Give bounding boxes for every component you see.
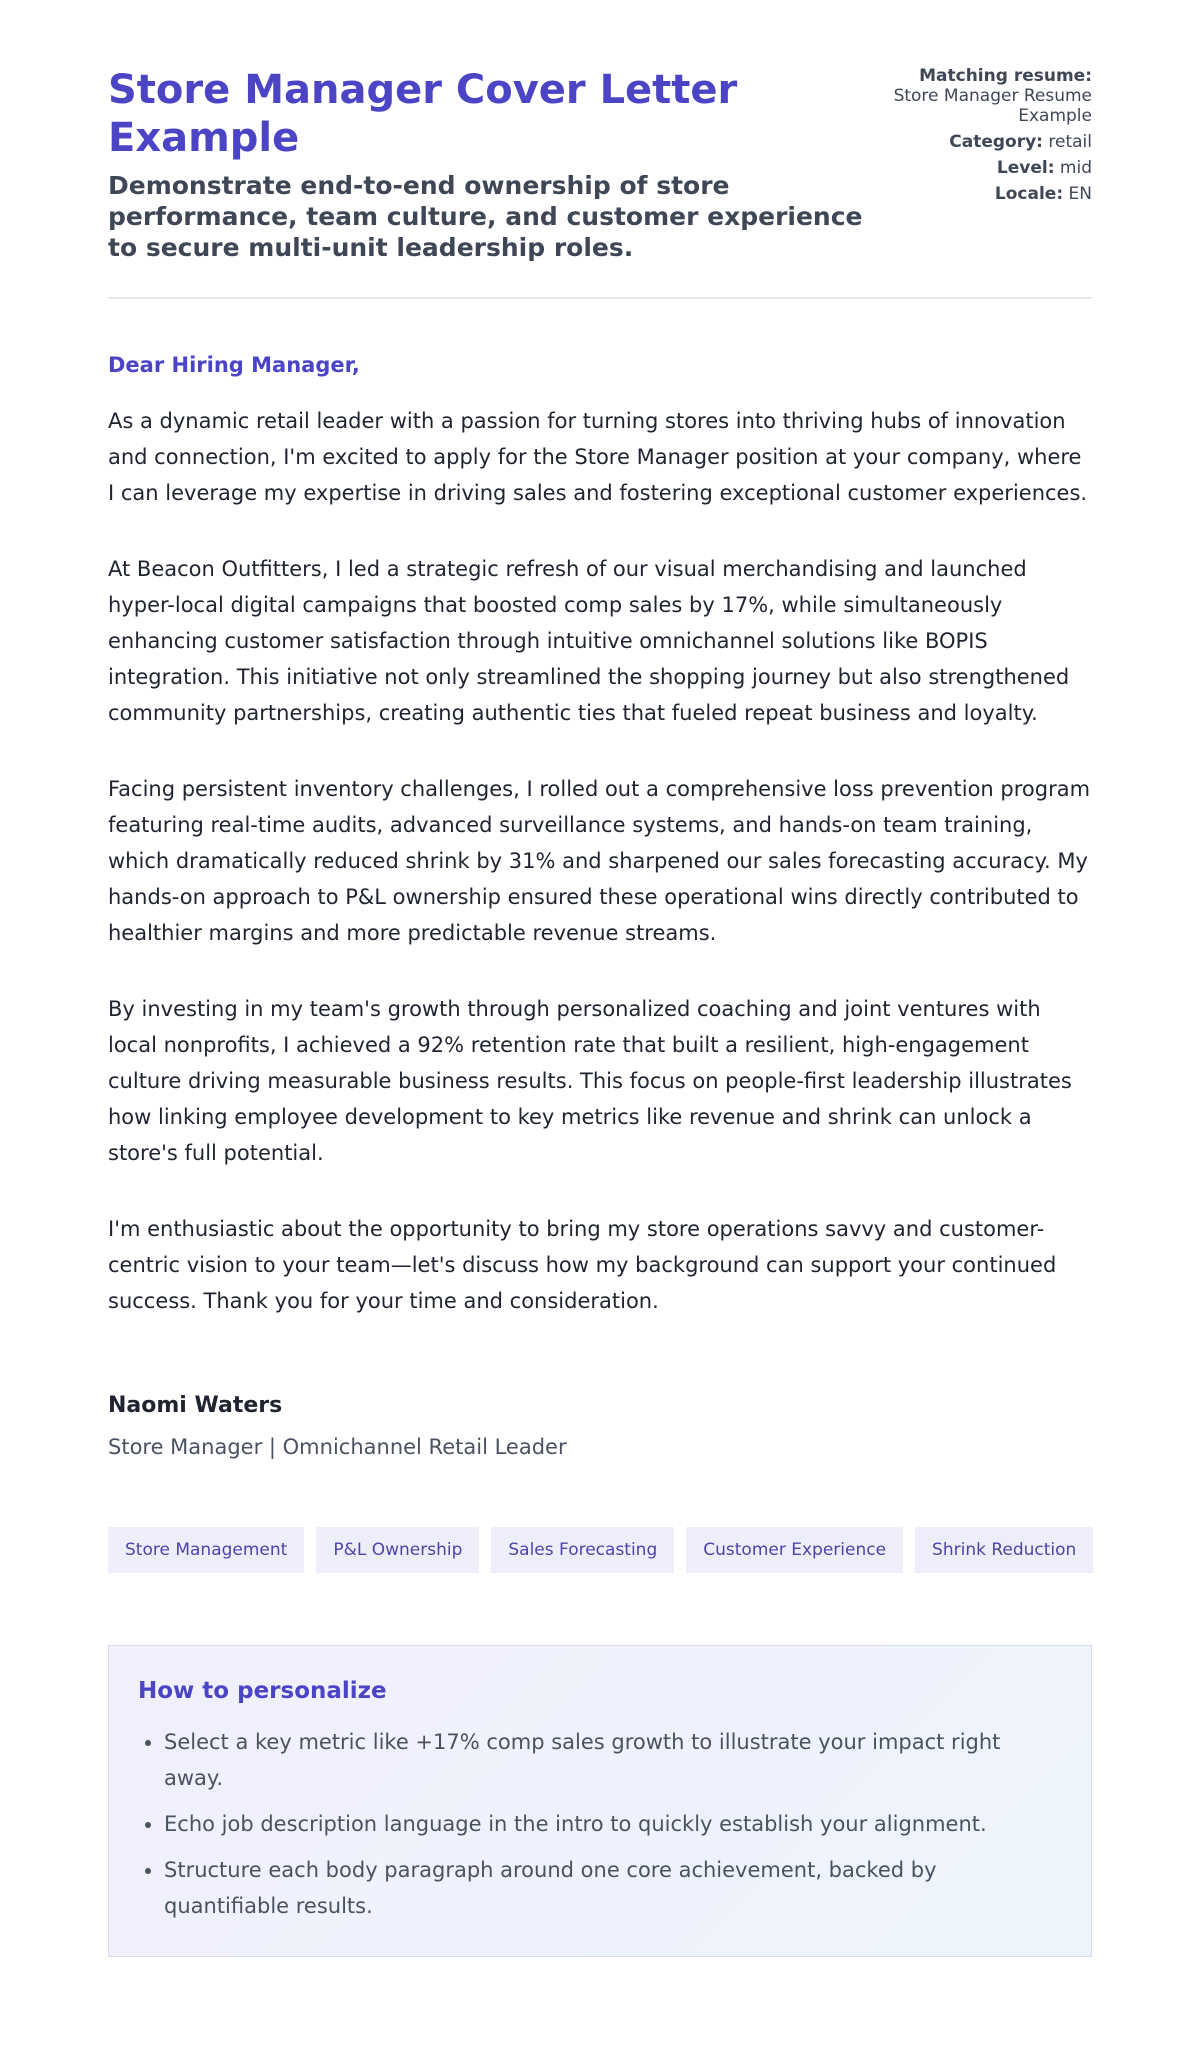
signature xyxy=(108,1391,1092,1461)
letter-body xyxy=(108,351,1092,1319)
meta-category xyxy=(870,132,1092,152)
meta-level-label: Level: xyxy=(996,158,1055,178)
meta-level-value: mid xyxy=(1059,158,1092,178)
meta-level xyxy=(870,158,1092,178)
meta-matching-resume-label: Matching resume: xyxy=(919,66,1092,86)
meta-matching-resume-value[interactable]: Store Manager Resume Example xyxy=(893,86,1092,126)
meta-locale xyxy=(870,184,1092,204)
signer-title: Store Manager | Omnichannel Retail Leader xyxy=(108,1435,567,1459)
meta-category-label: Category: xyxy=(949,132,1043,152)
header xyxy=(108,0,1092,263)
meta-locale-value: EN xyxy=(1068,184,1092,204)
letter-paragraph: I'm enthusiastic about the opportunity to bring my store operations savvy and customer-centric vision to your team—let's discuss how my background can support your continued success. Thank you for your time and consideration. xyxy=(108,1217,1057,1313)
letter-paragraph: By investing in my team's growth through personalized coaching and joint ventures with local nonprofits, I achieved a 92% retention rate that built a resilient, high-engagement culture driving measurable business results. This focus on people-first leadership illustrates how linking employee development to key metrics like revenue and shrink can unlock a store's full potential. xyxy=(108,997,1072,1165)
tip-item: • Echo job description language in the intro to quickly establish your alignment. xyxy=(164,1806,1062,1842)
meta-matching-resume xyxy=(870,66,1092,126)
page-subtitle: Demonstrate end-to-end ownership of store performance, team culture, and customer experience to secure multi-unit leadership roles. xyxy=(108,171,863,262)
skill-tag[interactable]: Sales Forecasting xyxy=(491,1527,674,1573)
skill-tag[interactable]: Shrink Reduction xyxy=(915,1527,1093,1573)
letter-paragraph: At Beacon Outfitters, I led a strategic refresh of our visual merchandising and launched hyper-local digital campaigns that boosted comp sales by 17%, while simultaneously enhancing customer satisfaction through intuitive omnichannel solutions like BOPIS integration. This initiative not only streamlined the shopping journey but also strengthened community partnerships, creating authentic ties that fueled repeat business and loyalty. xyxy=(108,557,1070,725)
tip-item: • Structure each body paragraph around one core achievement, backed by quantifiable results. xyxy=(164,1852,1062,1924)
tips-title: How to personalize xyxy=(138,1678,387,1704)
header-divider xyxy=(108,297,1092,299)
personalize-tips-box xyxy=(108,1645,1092,1957)
meta-category-value: retail xyxy=(1048,132,1092,152)
meta-panel xyxy=(870,66,1092,210)
letter-paragraph: As a dynamic retail leader with a passion for turning stores into thriving hubs of innovation and connection, I'm excited to apply for the Store Manager position at your company, where I can leverage my expertise in driving sales and fostering exceptional customer experiences. xyxy=(108,409,1088,505)
skill-tag[interactable]: Customer Experience xyxy=(686,1527,903,1573)
signer-name: Naomi Waters xyxy=(108,1393,283,1418)
skill-tags xyxy=(108,1527,1092,1573)
title-block xyxy=(108,66,870,263)
tips-list xyxy=(138,1724,1062,1924)
tip-item: • Select a key metric like +17% comp sales growth to illustrate your impact right away. xyxy=(164,1724,1062,1796)
skill-tag[interactable]: P&L Ownership xyxy=(316,1527,479,1573)
salutation: Dear Hiring Manager, xyxy=(108,353,360,377)
letter-paragraph: Facing persistent inventory challenges, I rolled out a comprehensive loss prevention program featuring real-time audits, advanced surveillance systems, and hands-on team training, which dramatically reduced shrink by 31% and sharpened our sales forecasting accuracy. My hands-on approach to P&L ownership ensured these operational wins directly contributed to healthier margins and more predictable revenue streams. xyxy=(108,777,1091,945)
meta-locale-label: Locale: xyxy=(994,184,1064,204)
page-title: Store Manager Cover Letter Example xyxy=(108,67,738,161)
skill-tag[interactable]: Store Management xyxy=(108,1527,304,1573)
